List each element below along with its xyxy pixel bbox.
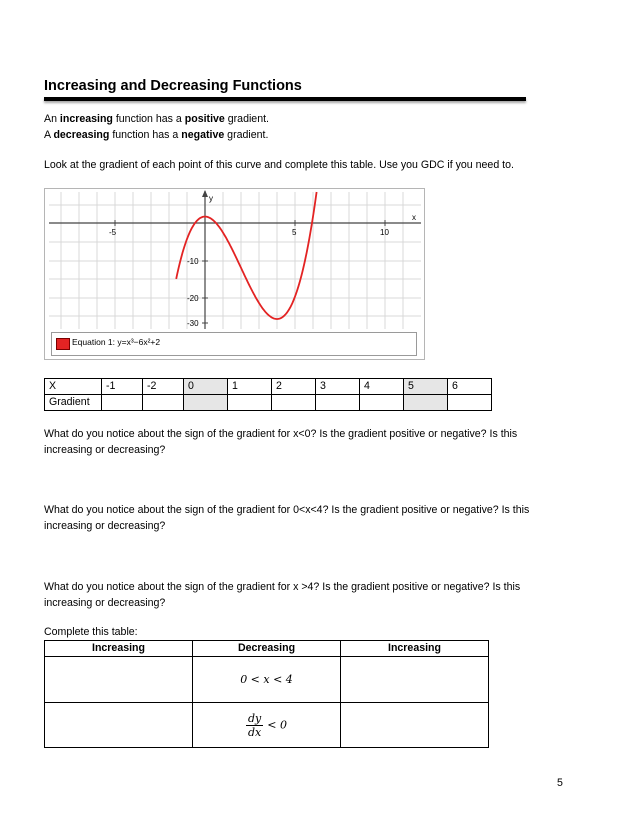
answer-cell[interactable] xyxy=(341,703,489,748)
x-value: 3 xyxy=(316,379,360,395)
header-decreasing: Decreasing xyxy=(193,641,341,657)
x-value: 4 xyxy=(360,379,404,395)
gradient-cell[interactable] xyxy=(360,395,404,411)
x-tick-label: -5 xyxy=(109,228,117,237)
x-value: 2 xyxy=(272,379,316,395)
grid xyxy=(49,192,421,329)
question-1: What do you notice about the sign of the gradient for x<0? Is the gradient positive or negative? Is this increasing or decreasing? xyxy=(44,428,518,456)
x-value: 0 xyxy=(184,379,228,395)
function-graph xyxy=(44,188,425,360)
table-row xyxy=(45,641,489,657)
gradient-cell[interactable] xyxy=(404,395,448,411)
gradient-cell[interactable] xyxy=(228,395,272,411)
y-tick-label: -10 xyxy=(187,257,199,266)
x-tick-label: 10 xyxy=(380,228,389,237)
y-tick-label: -30 xyxy=(187,319,199,328)
derivative-fraction xyxy=(246,712,263,739)
y-axis-label: y xyxy=(209,194,213,203)
gradient-cell[interactable] xyxy=(102,395,143,411)
graph-legend xyxy=(51,332,417,356)
axis-ticks xyxy=(115,220,385,323)
gradient-cell[interactable] xyxy=(184,395,228,411)
header-x: X xyxy=(45,379,102,395)
y-axis-arrow xyxy=(202,190,208,197)
question-3: What do you notice about the sign of the gradient for x >4? Is the gradient positive or negative? Is this increasing or decreasing? xyxy=(44,581,521,609)
table-row xyxy=(45,379,492,395)
legend-swatch xyxy=(56,338,70,350)
page-number: 5 xyxy=(557,777,563,789)
axes xyxy=(49,191,421,329)
definition-decreasing: A decreasing function has a negative gradient. xyxy=(44,129,269,141)
x-axis-label: x xyxy=(412,213,416,222)
gradient-cell[interactable] xyxy=(272,395,316,411)
y-tick-label: -20 xyxy=(187,294,199,303)
instruction-text: Look at the gradient of each point of this curve and complete this table. Use you GDC if you need to. xyxy=(44,159,514,171)
derivative-cell xyxy=(193,703,341,748)
derivative-relation: < 0 xyxy=(267,717,287,731)
title-underline xyxy=(44,97,526,101)
answer-cell[interactable] xyxy=(341,657,489,703)
answer-cell[interactable] xyxy=(45,703,193,748)
gradient-cell[interactable] xyxy=(143,395,184,411)
page-title: Increasing and Decreasing Functions xyxy=(44,78,302,94)
x-value: -2 xyxy=(143,379,184,395)
header-increasing-2: Increasing xyxy=(341,641,489,657)
table-row xyxy=(45,657,489,703)
table-row xyxy=(45,703,489,748)
gradient-cell[interactable] xyxy=(448,395,492,411)
fraction-denominator: dx xyxy=(248,725,262,739)
increasing-decreasing-table xyxy=(44,640,489,748)
header-increasing: Increasing xyxy=(45,641,193,657)
x-value: -1 xyxy=(102,379,143,395)
definition-increasing: An increasing function has a positive gradient. xyxy=(44,113,269,125)
answer-cell[interactable] xyxy=(45,657,193,703)
x-value: 5 xyxy=(404,379,448,395)
x-value: 1 xyxy=(228,379,272,395)
table-row xyxy=(45,395,492,411)
legend-equation: Equation 1: y=x³−6x²+2 xyxy=(72,337,161,347)
interval-expression: 0 < x < 4 xyxy=(240,673,293,686)
row-label-gradient: Gradient xyxy=(45,395,102,411)
gradient-cell[interactable] xyxy=(316,395,360,411)
complete-table-label: Complete this table: xyxy=(44,626,138,638)
x-value: 6 xyxy=(448,379,492,395)
fraction-numerator: dy xyxy=(248,711,262,725)
interval-cell xyxy=(193,657,341,703)
question-2: What do you notice about the sign of the gradient for 0<x<4? Is the gradient positive or negative? Is this increasing or decreasing? xyxy=(44,504,530,532)
x-tick-label: 5 xyxy=(292,228,297,237)
gradient-table xyxy=(44,378,492,411)
